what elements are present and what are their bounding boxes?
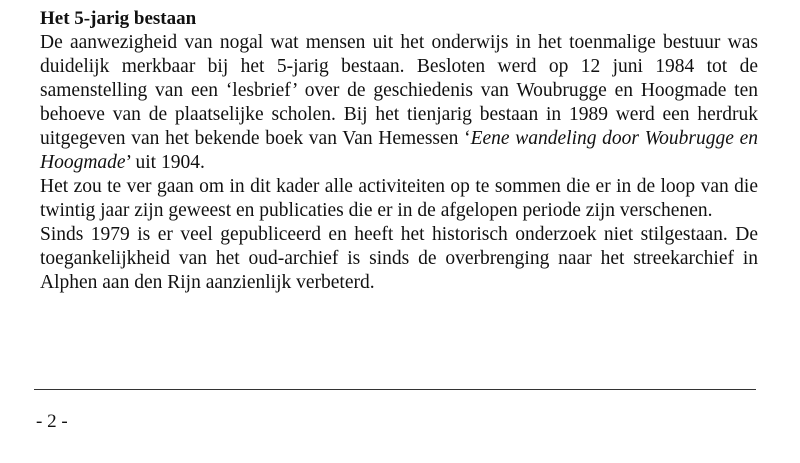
paragraph-activities: Het zou te ver gaan om in dit kader alle activiteiten op te sommen die er in de loop van die twintig jaar zijn geweest en publicaties die er in de afgelopen periode zijn verschenen. <box>40 176 758 221</box>
footer-divider <box>34 389 756 390</box>
paragraph-lustrum <box>40 31 758 175</box>
document-page <box>40 7 758 295</box>
paragraph-research: Sinds 1979 is er veel gepubliceerd en heeft het historisch onderzoek niet stilgestaan. De toegankelijkheid van het oud-archief is sinds de overbrenging naar het streekarchief in Alphen aan den Rijn aanzienlijk verbeterd. <box>40 224 758 293</box>
page-number: - 2 - <box>36 411 68 432</box>
book-title: Eene wandeling door Woubrugge en Hoogmade <box>40 128 758 173</box>
section-heading: Het 5-jarig bestaan <box>40 8 197 29</box>
paragraph-lustrum-text: De aanwezigheid van nogal wat mensen uit het onderwijs in het toenmalige bestuur was duidelijk merkbaar bij het 5-jarig bestaan. Besloten werd op 12 juni 1984 tot de samenstelling van een ‘lesbrief’ over de geschiedenis van Woubrugge en Hoogmade ten behoeve van de plaatselijke scholen. Bij het tienjarig bestaan in 1989 werd een herdruk uitgegeven van het bekende boek van Van Hemessen ‘ <box>40 32 758 149</box>
paragraph-lustrum-end: ’ uit 1904. <box>125 152 205 173</box>
